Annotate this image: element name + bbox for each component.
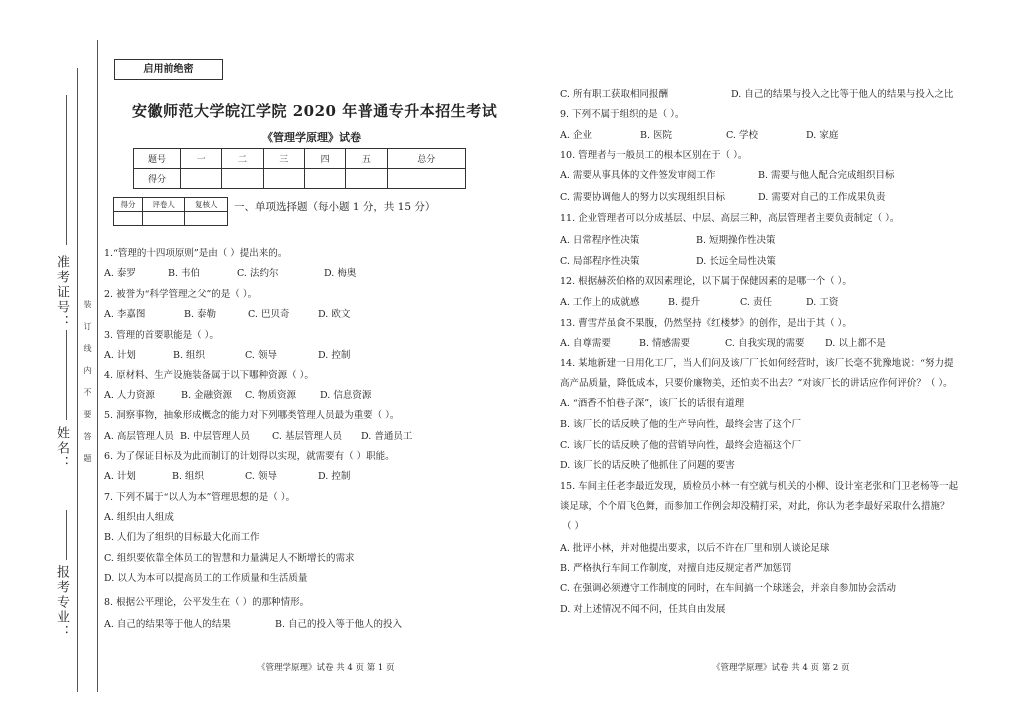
score-table-header-row bbox=[134, 149, 466, 169]
score-header-cell: 三 bbox=[263, 149, 304, 169]
exam-subtitle: 《管理学原理》试卷 bbox=[262, 131, 361, 144]
question-4: 4. 原材料、生产设施装备属于以下哪种资源（ ）。 bbox=[104, 370, 314, 381]
option[interactable]: C. 法约尔 bbox=[237, 268, 279, 279]
option[interactable]: C. 需要协调他人的努力以实现组织目标 bbox=[560, 192, 725, 203]
score-cell[interactable] bbox=[387, 169, 465, 189]
admission-number-label: 准考证号： bbox=[54, 255, 69, 330]
question-9: 9. 下列不属于组织的是（ ）。 bbox=[560, 109, 685, 120]
footer-left: 《管理学原理》试卷 共 4 页 第 1 页 bbox=[257, 663, 395, 673]
score-header-cell: 四 bbox=[304, 149, 345, 169]
option[interactable]: C. 局部程序性决策 bbox=[560, 256, 640, 267]
question-7: 7. 下列不属于“以人为本”管理思想的是（ ）。 bbox=[104, 492, 296, 503]
grader-cell[interactable] bbox=[114, 212, 143, 226]
option[interactable]: D. 家庭 bbox=[806, 130, 839, 141]
option[interactable]: C. 巴贝奇 bbox=[248, 309, 290, 320]
option[interactable]: B. 该厂长的话反映了他的生产导向性，最终会害了这个厂 bbox=[560, 419, 802, 430]
option[interactable]: C. 该厂长的话反映了他的营销导向性，最终会造福这个厂 bbox=[560, 440, 801, 451]
question-14-cont: 高产品质量，降低成本，只要价廉物美，还怕卖不出去？”对该厂长的讲话应作何评价？（ ）。 bbox=[560, 378, 953, 389]
grader-cell[interactable] bbox=[142, 212, 185, 226]
question-15-blank: （ ） bbox=[562, 521, 585, 532]
question-2: 2. 被誉为“科学管理之父”的是（ ）。 bbox=[104, 289, 258, 300]
option[interactable]: C. 组织要依靠全体员工的智慧和力量满足人不断增长的需求 bbox=[104, 553, 355, 564]
option[interactable]: A. 批评小林，并对他提出要求，以后不许在厂里和别人谈论足球 bbox=[560, 543, 830, 554]
option[interactable]: D. 需要对自己的工作成果负责 bbox=[758, 192, 886, 203]
option[interactable]: B. 医院 bbox=[640, 130, 673, 141]
grader-table bbox=[113, 197, 228, 226]
question-15: 15. 车间主任老李最近发现，质检员小林一有空就与机关的小柳、设计室老张和门卫老杨等一起 bbox=[560, 481, 959, 492]
option[interactable]: A. 高层管理人员 bbox=[104, 431, 174, 442]
score-cell[interactable] bbox=[222, 169, 263, 189]
option[interactable]: D. 该厂长的话反映了他抓住了问题的要害 bbox=[560, 460, 735, 471]
option[interactable]: D. 以人为本可以提高员工的工作质量和生活质量 bbox=[104, 573, 308, 584]
exam-title: 安徽师范大学皖江学院 2020 年普通专升本招生考试 bbox=[132, 102, 498, 120]
major-label: 报考专业： bbox=[54, 565, 69, 640]
option[interactable]: A. 李嘉图 bbox=[104, 309, 146, 320]
option[interactable]: D. 对上述情况不闻不问，任其自由发展 bbox=[560, 604, 726, 615]
option[interactable]: D. 工资 bbox=[806, 297, 839, 308]
option[interactable]: A. 工作上的成就感 bbox=[560, 297, 640, 308]
option[interactable]: B. 自己的投入等于他人的投入 bbox=[275, 619, 403, 630]
score-header-cell: 五 bbox=[346, 149, 387, 169]
option[interactable]: B. 短期操作性决策 bbox=[696, 235, 776, 246]
option[interactable]: A. 自己的结果等于他人的结果 bbox=[104, 619, 231, 630]
score-table bbox=[133, 148, 466, 189]
option[interactable]: D. 以上都不是 bbox=[825, 338, 886, 349]
question-6: 6. 为了保证目标及为此而制订的计划得以实现，就需要有（ ）职能。 bbox=[104, 451, 395, 462]
option[interactable]: C. 自我实现的需要 bbox=[725, 338, 805, 349]
score-cell[interactable] bbox=[263, 169, 304, 189]
question-12: 12. 根据赫茨伯格的双因素理论，以下属于保健因素的是哪一个（ ）。 bbox=[560, 276, 852, 287]
seal-text-label: 装订线内不要答题 bbox=[83, 300, 92, 476]
footer-right: 《管理学原理》试卷 共 4 页 第 2 页 bbox=[712, 663, 850, 673]
option[interactable]: B. 需要与他人配合完成组织目标 bbox=[758, 170, 895, 181]
score-header-cell: 总分 bbox=[387, 149, 465, 169]
question-14: 14. 某地新建一日用化工厂，当人们问及该厂厂长如何经营时，该厂长毫不犹豫地说：“努力提 bbox=[560, 358, 954, 369]
score-header-cell: 题号 bbox=[134, 149, 181, 169]
option[interactable]: A. 企业 bbox=[560, 130, 592, 141]
seal-text bbox=[82, 300, 94, 480]
secret-label bbox=[114, 59, 223, 80]
question-11: 11. 企业管理者可以分成基层、中层、高层三种，高层管理者主要负责制定（ ）。 bbox=[560, 213, 900, 224]
score-table-row bbox=[134, 169, 466, 189]
option[interactable]: D. 控制 bbox=[318, 350, 351, 361]
score-cell[interactable] bbox=[346, 169, 387, 189]
option[interactable]: B. 泰勒 bbox=[184, 309, 217, 320]
score-cell[interactable] bbox=[181, 169, 222, 189]
binding-line bbox=[77, 68, 78, 692]
option[interactable]: B. 组织 bbox=[172, 471, 205, 482]
option[interactable]: C. 物质资源 bbox=[245, 390, 296, 401]
option[interactable]: A. 组织由人组成 bbox=[104, 512, 174, 523]
option[interactable]: B. 人们为了组织的目标最大化而工作 bbox=[104, 532, 260, 543]
name-label: 姓名： bbox=[54, 426, 69, 471]
option[interactable]: B. 韦伯 bbox=[168, 268, 201, 279]
question-3: 3. 管理的首要职能是（ ）。 bbox=[104, 330, 219, 341]
option[interactable]: A. 日常程序性决策 bbox=[560, 235, 640, 246]
option[interactable]: A. 泰罗 bbox=[104, 268, 136, 279]
option[interactable]: C. 所有职工获取相同报酬 bbox=[560, 89, 668, 100]
option[interactable]: C. 责任 bbox=[740, 297, 772, 308]
option[interactable]: A. 人力资源 bbox=[104, 390, 155, 401]
grader-header-cell: 得分 bbox=[114, 198, 143, 212]
option[interactable]: B. 严格执行车间工作制度，对擅自违反规定者严加惩罚 bbox=[560, 563, 792, 574]
option[interactable]: D. 控制 bbox=[318, 471, 351, 482]
question-10: 10. 管理者与一般员工的根本区别在于（ ）。 bbox=[560, 150, 748, 161]
binding-line-inner bbox=[97, 40, 98, 692]
option[interactable]: C. 在强调必须遵守工作制度的同时，在车间搞一个球迷会，并亲自参加协会活动 bbox=[560, 583, 896, 594]
major-blank bbox=[66, 510, 67, 560]
option[interactable]: D. 欧文 bbox=[318, 309, 351, 320]
option[interactable]: A. 自尊需要 bbox=[560, 338, 611, 349]
grader-header-cell: 复核人 bbox=[185, 198, 228, 212]
option[interactable]: D. 长远全局性决策 bbox=[696, 256, 776, 267]
score-header-cell: 二 bbox=[222, 149, 263, 169]
question-13: 13. 曹雪芹虽食不果腹，仍然坚持《红楼梦》的创作，是出于其（ ）。 bbox=[560, 318, 852, 329]
question-5: 5. 洞察事物，抽象形成概念的能力对下列哪类管理人员最为重要（ ）。 bbox=[104, 410, 400, 421]
score-header-cell: 一 bbox=[181, 149, 222, 169]
option[interactable]: C. 领导 bbox=[245, 350, 277, 361]
option[interactable]: D. 普通员工 bbox=[361, 431, 413, 442]
name-blank bbox=[66, 330, 67, 420]
grader-table-header-row bbox=[114, 198, 228, 212]
option[interactable]: C. 领导 bbox=[245, 471, 277, 482]
option[interactable]: A. “酒香不怕巷子深”，该厂长的话很有道理 bbox=[560, 398, 745, 409]
option[interactable]: B. 中层管理人员 bbox=[180, 431, 251, 442]
option[interactable]: A. 计划 bbox=[104, 471, 136, 482]
option[interactable]: D. 信息资源 bbox=[320, 390, 372, 401]
option[interactable]: C. 基层管理人员 bbox=[272, 431, 342, 442]
option[interactable]: A. 计划 bbox=[104, 350, 136, 361]
score-row-label: 得分 bbox=[134, 169, 181, 189]
option[interactable]: D. 梅奥 bbox=[324, 268, 357, 279]
option[interactable]: B. 提升 bbox=[668, 297, 701, 308]
option[interactable]: D. 自己的结果与投入之比等于他人的结果与投入之比 bbox=[731, 89, 954, 100]
option[interactable]: B. 组织 bbox=[173, 350, 206, 361]
section-title: 一、单项选择题（每小题 1 分，共 15 分） bbox=[234, 201, 436, 213]
question-8: 8. 根据公平理论，公平发生在（ ）的那种情形。 bbox=[104, 597, 310, 608]
admission-number-blank bbox=[66, 95, 67, 245]
option[interactable]: A. 需要从事具体的文件签发审阅工作 bbox=[560, 170, 716, 181]
secret-label-text: 启用前绝密 bbox=[143, 64, 194, 75]
grader-header-cell: 评卷人 bbox=[142, 198, 185, 212]
score-cell[interactable] bbox=[304, 169, 345, 189]
option[interactable]: B. 情感需要 bbox=[639, 338, 691, 349]
question-1: 1.“管理的十四项原则”是由（ ）提出来的。 bbox=[104, 248, 288, 259]
grader-cell[interactable] bbox=[185, 212, 228, 226]
grader-table-row bbox=[114, 212, 228, 226]
question-15-cont: 谈足球，个个眉飞色舞，而参加工作例会却没精打采，对此，你认为老李最好采取什么措施？ bbox=[560, 501, 950, 512]
option[interactable]: B. 金融资源 bbox=[181, 390, 233, 401]
option[interactable]: C. 学校 bbox=[726, 130, 758, 141]
